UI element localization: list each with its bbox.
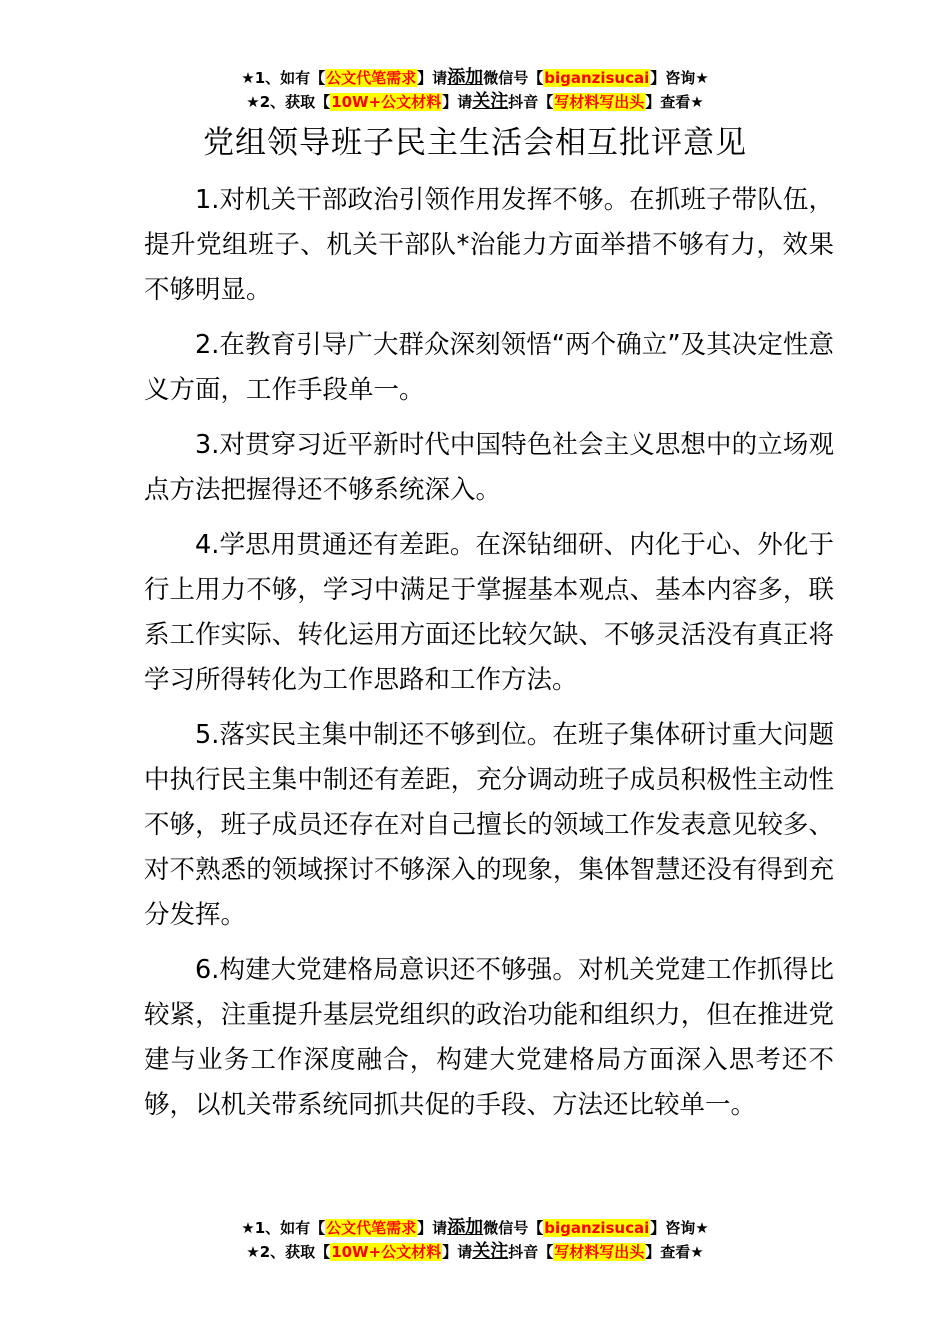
paragraph: 5.落实民主集中制还不够到位。在班子集体研讨重大问题中执行民主集中制还有差距，充分调动班子成员积极性主动性不够，班子成员还存在对自己擅长的领域工作发表意见较多、对不熟悉的领域探讨不够深入的现象，集体智慧还没有得到充分发挥。 — [144, 720, 834, 930]
banner-line-2 — [0, 90, 950, 114]
banner-text: 】查看★ — [645, 1243, 704, 1261]
banner-highlight: 10W+公文材料 — [331, 93, 442, 111]
banner-emphasis: 关注 — [472, 91, 509, 112]
banner-highlight: 公文代笔需求 — [326, 69, 417, 87]
banner-text: ★1、如有【 — [241, 1219, 326, 1237]
banner-text: 微信号【 — [483, 1219, 544, 1237]
banner-text: 】请 — [417, 69, 448, 87]
banner-emphasis: 添加 — [447, 1217, 484, 1238]
banner-text: 微信号【 — [483, 69, 544, 87]
banner-text: 】查看★ — [645, 93, 704, 111]
banner-text: ★2、获取【 — [246, 1243, 331, 1261]
banner-highlight: 写材料写出头 — [554, 93, 645, 111]
banner-line-2 — [0, 1240, 950, 1264]
banner-text: 】咨询★ — [650, 69, 709, 87]
banner-highlight: 公文代笔需求 — [326, 1219, 417, 1237]
document-body — [144, 178, 834, 1138]
banner-emphasis: 关注 — [472, 1241, 509, 1262]
banner-text: ★1、如有【 — [241, 69, 326, 87]
paragraph: 2.在教育引导广大群众深刻领悟“两个确立”及其决定性意义方面，工作手段单一。 — [144, 330, 834, 405]
paragraph: 1.对机关干部政治引领作用发挥不够。在抓班子带队伍，提升党组班子、机关干部队*治能力方面举措不够有力，效果不够明显。 — [144, 185, 834, 305]
banner-highlight: 写材料写出头 — [554, 1243, 645, 1261]
banner-text: 抖音【 — [508, 1243, 554, 1261]
banner-line-1 — [0, 1216, 950, 1240]
banner-emphasis: 添加 — [447, 67, 484, 88]
banner-text: ★2、获取【 — [246, 93, 331, 111]
banner-line-1 — [0, 66, 950, 90]
paragraph: 3.对贯穿习近平新时代中国特色社会主义思想中的立场观点方法把握得还不够系统深入。 — [144, 430, 834, 505]
banner-text: 】请 — [442, 93, 473, 111]
banner-text: 】请 — [417, 1219, 448, 1237]
banner-text: 抖音【 — [508, 93, 554, 111]
header-banner — [0, 66, 950, 114]
paragraph: 4.学思用贯通还有差距。在深钻细研、内化于心、外化于行上用力不够，学习中满足于掌握基本观点、基本内容多，联系工作实际、转化运用方面还比较欠缺、不够灵活没有真正将学习所得转化为工作思路和工作方法。 — [144, 530, 834, 695]
banner-highlight: biganzisucai — [544, 69, 650, 87]
banner-text: 】请 — [442, 1243, 473, 1261]
paragraph: 6.构建大党建格局意识还不够强。对机关党建工作抓得比较紧，注重提升基层党组织的政治功能和组织力，但在推进党建与业务工作深度融合，构建大党建格局方面深入思考还不够，以机关带系统同抓共促的手段、方法还比较单一。 — [144, 955, 834, 1120]
document-title: 党组领导班子民主生活会相互批评意见 — [203, 125, 747, 161]
banner-text: 】咨询★ — [650, 1219, 709, 1237]
banner-highlight: 10W+公文材料 — [331, 1243, 442, 1261]
banner-highlight: biganzisucai — [544, 1219, 650, 1237]
footer-banner — [0, 1216, 950, 1264]
